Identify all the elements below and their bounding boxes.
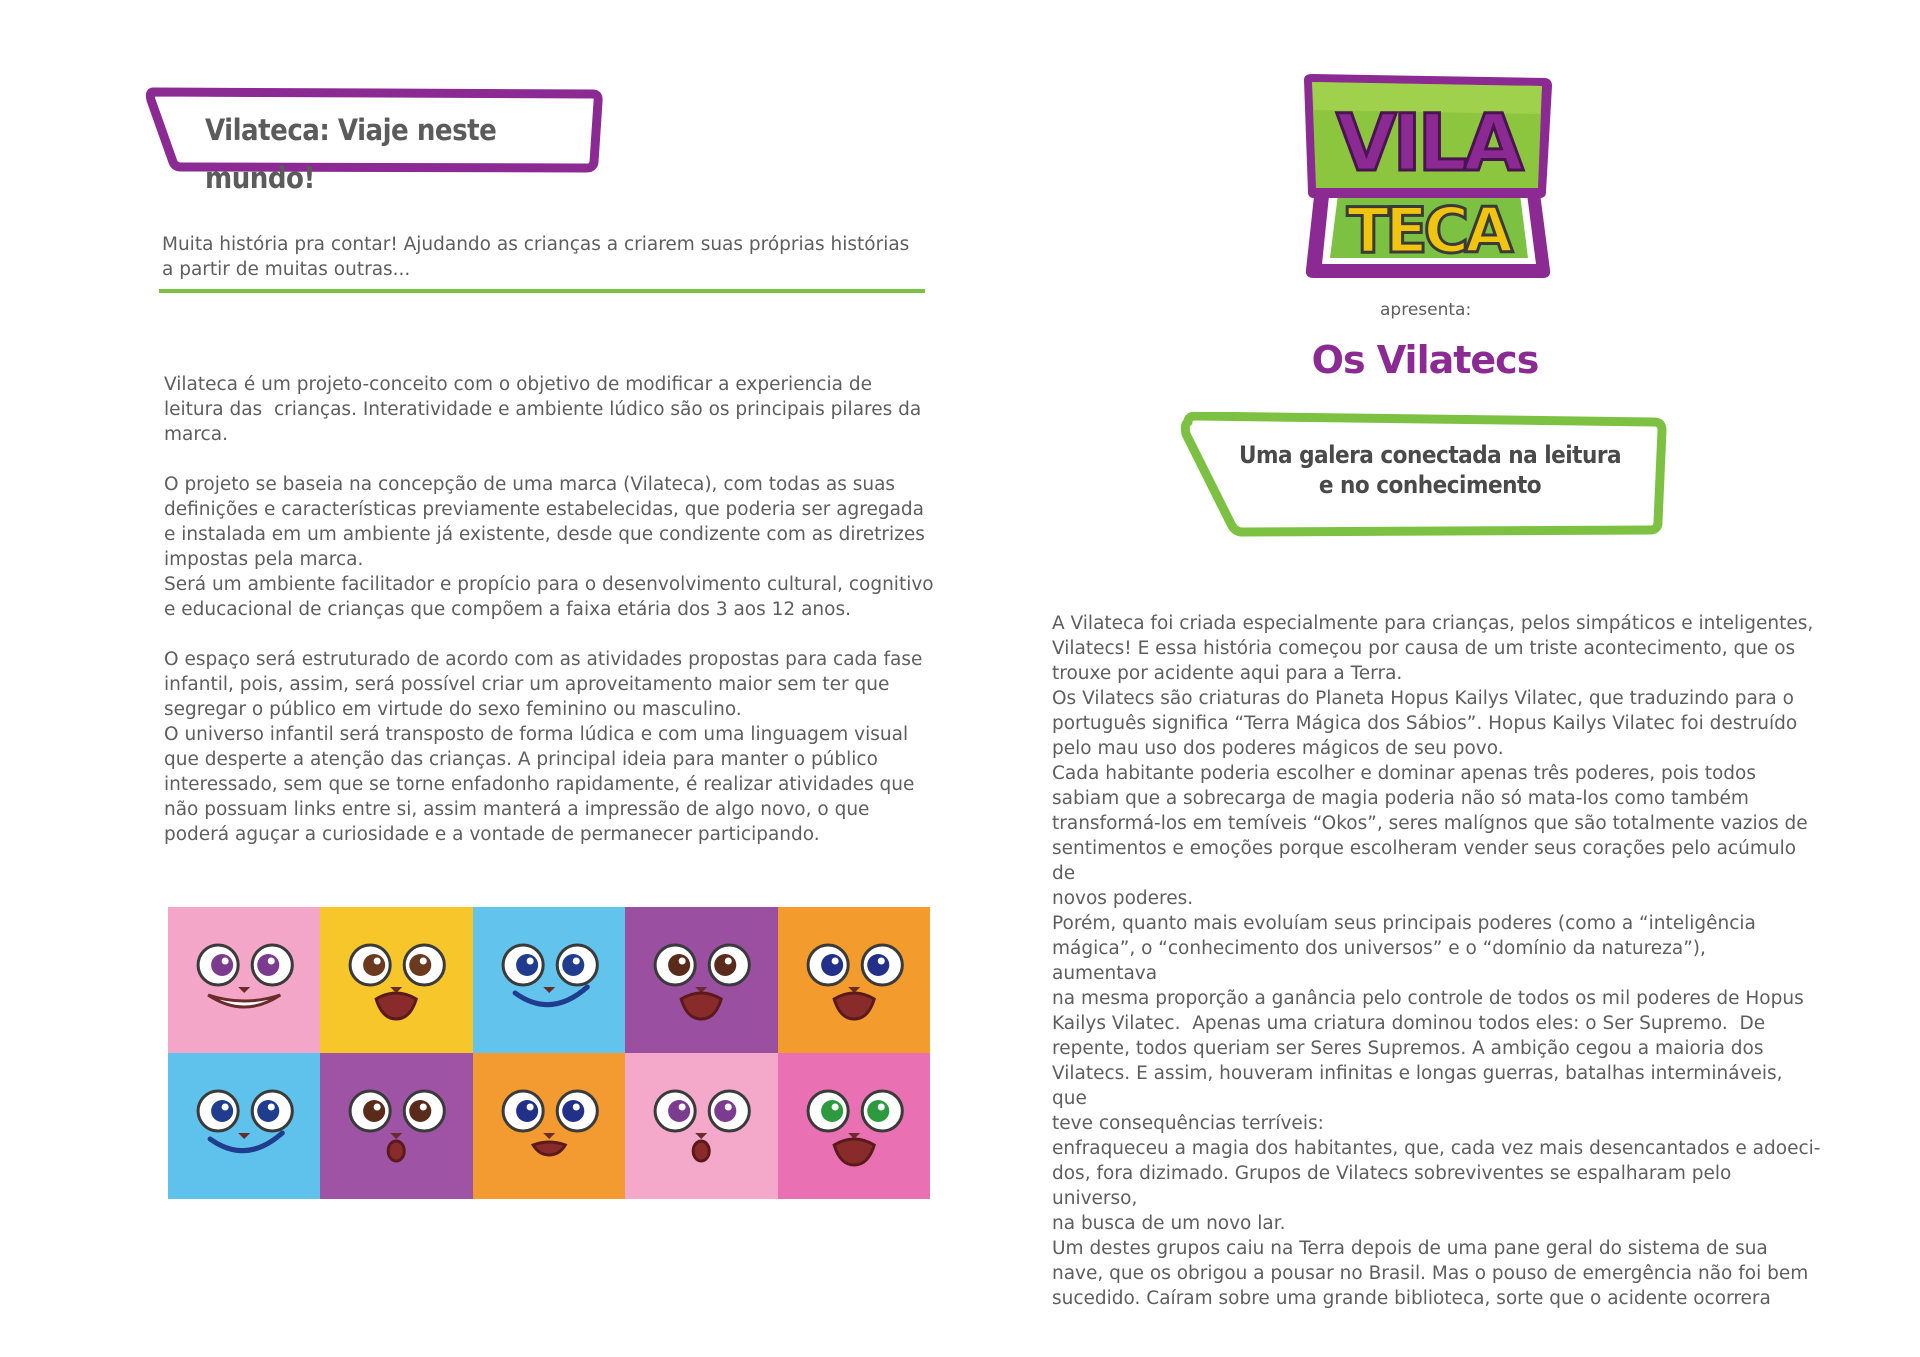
intro-divider <box>159 289 925 293</box>
character-face-icon <box>320 1053 472 1199</box>
character-tile <box>778 907 930 1053</box>
presents-label: apresenta: <box>1380 300 1472 320</box>
character-face-icon <box>778 1053 930 1199</box>
character-tile <box>168 1053 320 1199</box>
right-body-text: A Vilateca foi criada especialmente para crianças, pelos simpáticos e inteligentes, Vilatecs! E essa história começou por causa de um triste acontecimento, que os trouxe por acidente aqui para a Terra. Os Vilatecs são criaturas do Planeta Hopus Kailys Vilatec, que traduzindo para o português significa “Terra Mágica dos Sábios”. Hopus Kailys Vilatec foi destruído pelo mau uso dos poderes mágicos de seu povo. Cada habitante poderia escolher e dominar apenas três poderes, pois todos sabiam que a sobrecarga de magia poderia não só mata-los como também transformá-los em temíveis “Okos”, seres malígnos que são totalmente vazios de sentimentos e emoções porque escolheram vender seus corações pelo acúmulo de novos poderes. Porém, quanto mais evoluíam seus principais poderes (como a “inteligência mágica”, o “conhecimento dos universos” e o “domínio da natureza”), aumentava na mesma proporção a ganância pelo controle de todos os mil poderes de Hopus Kailys Vilatec. Apenas uma criatura dominou todos eles: o Ser Supremo. De repente, todos queriam ser Seres Supremos. A ambição cegou a maioria dos Vilatecs. E assim, houveram infinitas e longas guerras, batalhas intermináveis, que teve consequências terríveis: enfraqueceu a magia dos habitantes, que, cada vez mais desencantados e adoeci- dos, fora dizimado. Grupos de Vilatecs sobreviventes se espalharam pelo universo, na busca de um novo lar. Um destes grupos caiu na Terra depois de uma pane geral do sistema de sua nave, que os obrigou a pousar no Brasil. Mas o pouso de emergência não foi bem sucedido. Caíram sobre uma grande biblioteca, sorte que o acidente ocorrera <box>1052 613 1821 1309</box>
character-tile <box>168 907 320 1053</box>
character-face-icon <box>473 907 625 1053</box>
character-grid <box>168 907 930 1199</box>
section-heading: Os Vilatecs <box>1311 338 1539 382</box>
left-body-text: Vilateca é um projeto-conceito com o objetivo de modificar a experiencia de leitura das crianças. Interatividade e ambiente lúdico são os principais pilares da marca. O projeto se baseia na concepção de uma marca (Vilateca), com todas as suas definições e características previamente estabelecidas, que poderia ser agregada e instalada em um ambiente já existente, desde que condizente com as diretrizes impostas pela marca. Será um ambiente facilitador e propício para o desenvolvimento cultural, cognitivo e educacional de crianças que compõem a faixa etária dos 3 aos 12 anos. O espaço será estruturado de acordo com as atividades propostas para cada fase infantil, pois, assim, será possível criar um aproveitamento maior sem ter que segregar o público em virtude do sexo feminino ou masculino. O universo infantil será transposto de forma lúdica e com uma linguagem visual que desperte a atenção das crianças. A principal ideia para manter o público interessado, sem que se torne enfadonho rapidamente, é realizar atividades que não possuam links entre si, assim manterá a impressão de algo novo, o que poderá aguçar a curiosidade e a vontade de permanecer participando. <box>164 374 934 845</box>
subtitle <box>1220 440 1640 500</box>
page-title: Vilateca: Viaje neste mundo! <box>205 113 497 195</box>
character-face-icon <box>625 1053 777 1199</box>
character-tile <box>473 1053 625 1199</box>
character-tile <box>320 1053 472 1199</box>
character-tile <box>320 907 472 1053</box>
subtitle-line-2: e no conhecimento <box>1318 471 1542 499</box>
vilateca-logo <box>1300 74 1556 286</box>
character-face-icon <box>625 907 777 1053</box>
character-tile <box>625 1053 777 1199</box>
character-face-icon <box>168 1053 320 1199</box>
subtitle-line-1: Uma galera conectada na leitura <box>1238 441 1622 469</box>
character-tile <box>778 1053 930 1199</box>
character-tile <box>473 907 625 1053</box>
character-face-icon <box>473 1053 625 1199</box>
character-face-icon <box>320 907 472 1053</box>
character-face-icon <box>778 907 930 1053</box>
character-tile <box>625 907 777 1053</box>
intro-text: Muita história pra contar! Ajudando as crianças a criarem suas próprias histórias a partir de muitas outras... <box>162 234 910 280</box>
character-face-icon <box>168 907 320 1053</box>
logo-word-vila: VILA <box>1336 99 1520 189</box>
logo-word-teca: TECA <box>1346 194 1510 267</box>
